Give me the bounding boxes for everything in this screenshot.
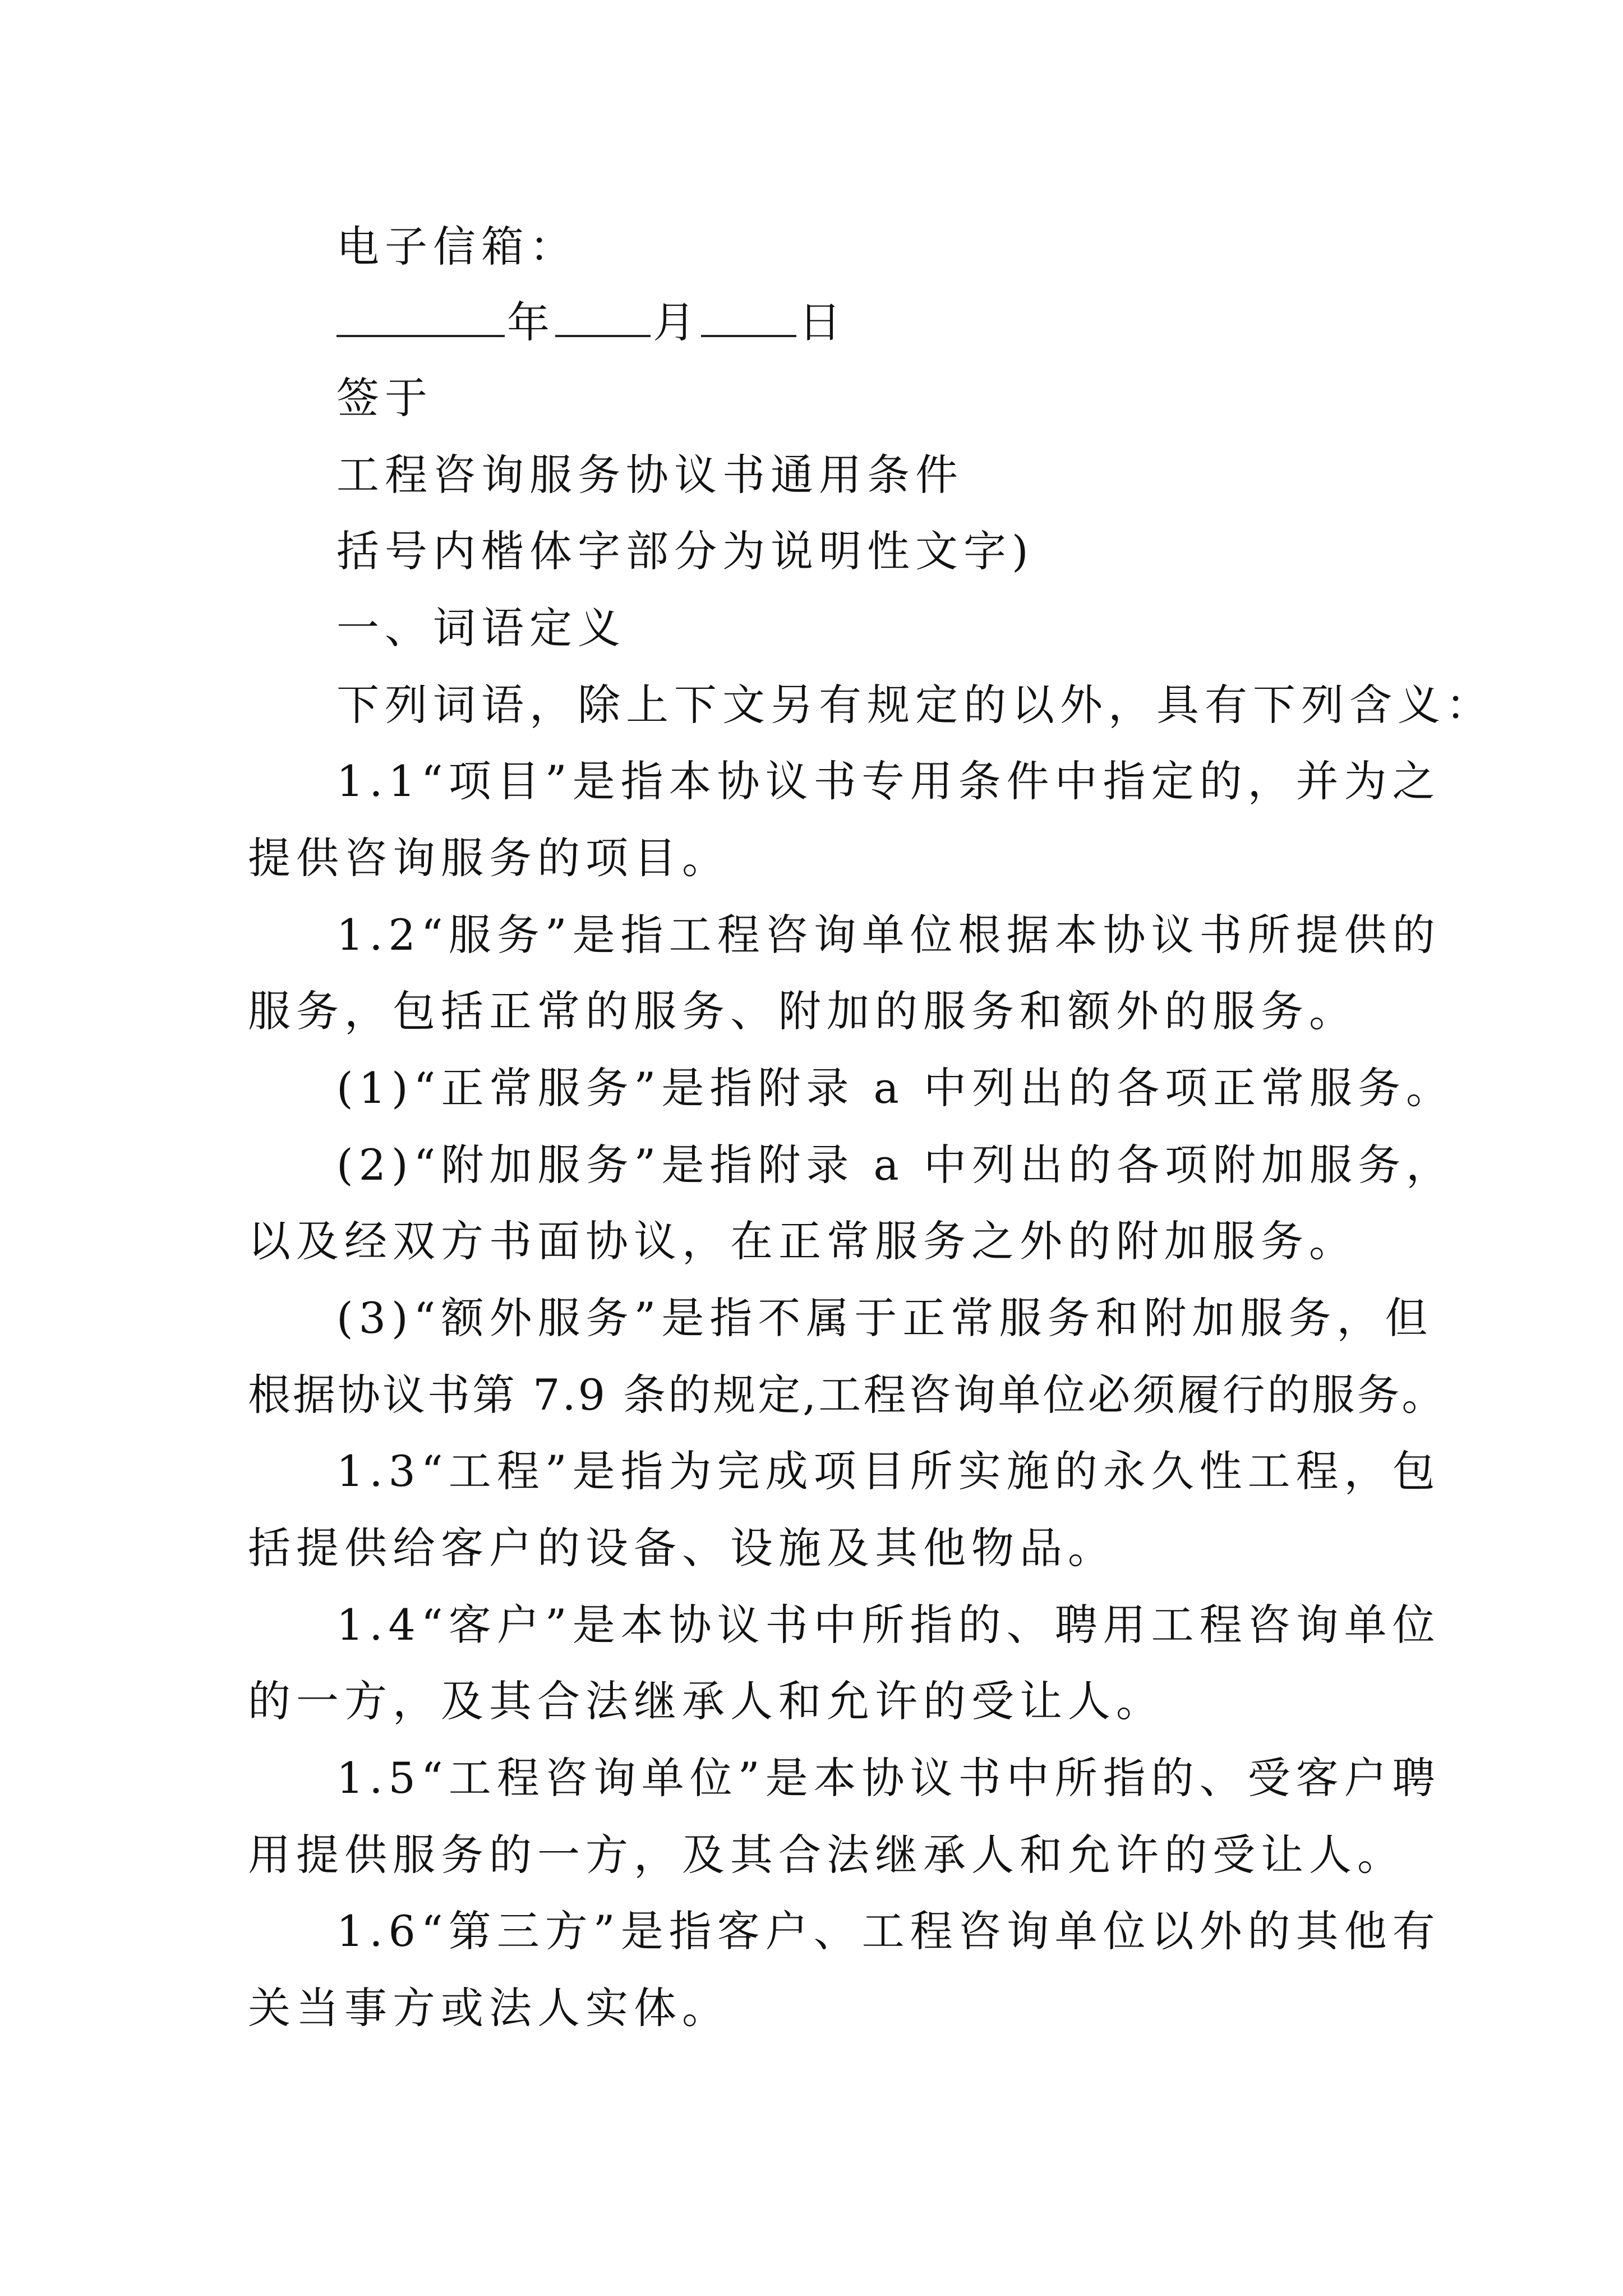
definition-item-first-line: (1)“正常服务”是指附录 a 中列出的各项正常服务。 [336, 1063, 1454, 1113]
month-blank [555, 296, 651, 337]
definition-item-second-line: 括提供给客户的设备、设施及其他物品。 [248, 1523, 1116, 1573]
year-blank [336, 296, 505, 337]
date-day-label: 日 [799, 297, 847, 347]
definition-item-second-line: 用提供服务的一方，及其合法继承人和允许的受让人。 [248, 1830, 1405, 1880]
definition-item-second-line: 关当事方或法人实体。 [248, 1983, 730, 2033]
day-blank [701, 296, 796, 337]
document-note: 括号内楷体字部分为说明性文字) [336, 526, 1034, 576]
definition-item-second-line: 以及经双方书面协议，在正常服务之外的附加服务。 [248, 1216, 1357, 1266]
date-line [336, 295, 847, 351]
definition-item-first-line: 1.3“工程”是指为完成项目所实施的永久性工程，包 [336, 1446, 1441, 1496]
definition-item-first-line: 1.2“服务”是指工程咨询单位根据本协议书所提供的 [336, 910, 1441, 960]
document-title: 工程咨询服务协议书通用条件 [336, 450, 963, 500]
definition-item-first-line: 1.6“第三方”是指客户、工程咨询单位以外的其他有 [336, 1906, 1441, 1956]
definition-item-first-line: 1.1“项目”是指本协议书专用条件中指定的，并为之 [336, 756, 1441, 806]
section-heading: 一、词语定义 [336, 603, 626, 653]
date-month-label: 月 [653, 297, 701, 347]
definition-item-first-line: 1.5“工程咨询单位”是本协议书中所指的、受客户聘 [336, 1753, 1441, 1803]
definition-item-first-line: (3)“额外服务”是指不属于正常服务和附加服务，但 [336, 1293, 1433, 1343]
definition-item-second-line: 提供咨询服务的项目。 [248, 833, 730, 883]
definition-item-second-line: 服务，包括正常的服务、附加的服务和额外的服务。 [248, 986, 1357, 1036]
date-year-label: 年 [507, 297, 555, 347]
definition-item-first-line: 1.4“客户”是本协议书中所指的、聘用工程咨询单位 [336, 1600, 1441, 1650]
definition-item-second-line: 的一方，及其合法继承人和允许的受让人。 [248, 1676, 1164, 1726]
email-label: 电子信箱： [336, 222, 578, 272]
signed-at-label: 签于 [336, 373, 433, 423]
definitions-intro: 下列词语，除上下文另有规定的以外，具有下列含义： [336, 680, 1494, 730]
definition-item-second-line: 根据协议书第 7.9 条的规定,工程咨询单位必须履行的服务。 [248, 1370, 1447, 1420]
definition-item-first-line: (2)“附加服务”是指附录 a 中列出的各项附加服务， [336, 1140, 1454, 1190]
